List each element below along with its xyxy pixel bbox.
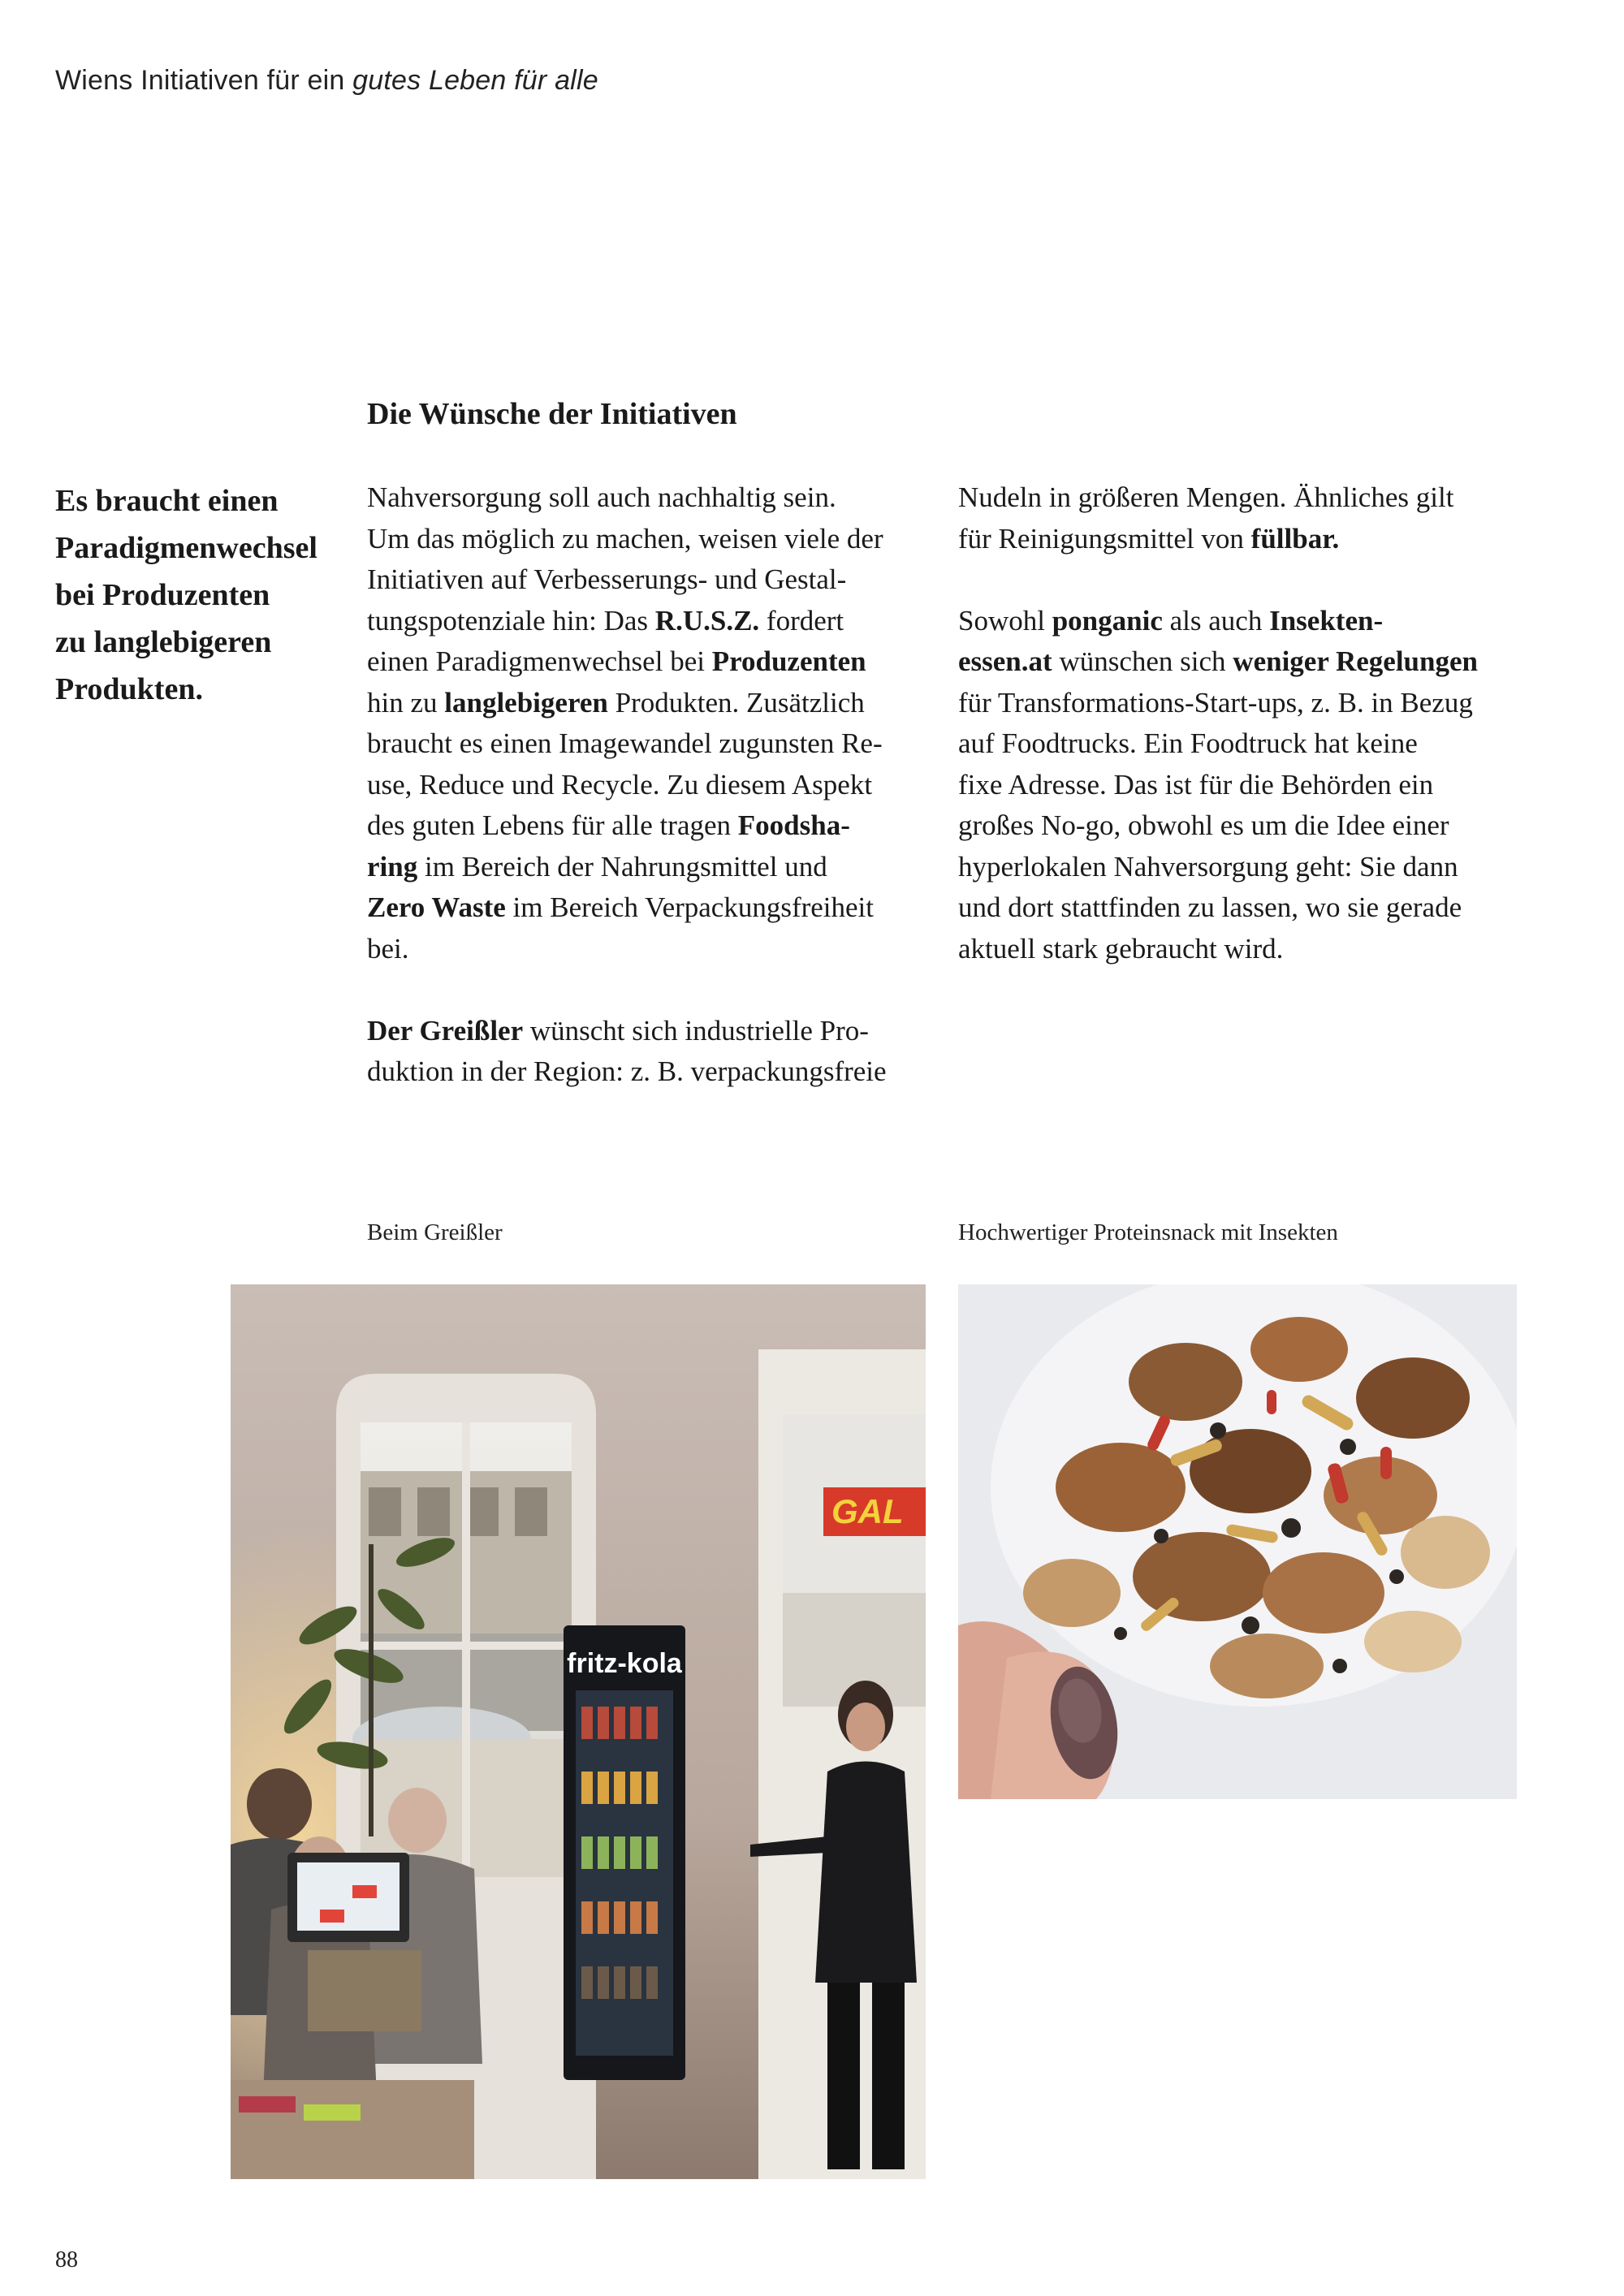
emphasis: langlebigeren: [444, 686, 608, 719]
pull-quote-line: Paradigmenwechsel: [55, 531, 317, 565]
emphasis: ring: [367, 850, 418, 883]
body-text-line: für Reinigungsmittel von füllbar.: [958, 522, 1340, 555]
body-text-line: Initiativen auf Verbesserungs- und Gestal-: [367, 563, 847, 595]
emphasis: essen.at: [958, 645, 1052, 677]
body-text-line: großes No-go, obwohl es um die Idee einer: [958, 809, 1449, 841]
paragraph-gap: [958, 559, 1527, 601]
pull-quote-line: zu langlebigeren: [55, 625, 272, 659]
emphasis: Foodsha-: [737, 809, 850, 841]
pull-quote: [55, 477, 348, 713]
body-text-line: und dort stattfinden zu lassen, wo sie gerade: [958, 891, 1462, 923]
body-text-line: fixe Adresse. Das ist für die Behörden ein: [958, 768, 1434, 801]
running-head: [55, 65, 598, 97]
page-number: 88: [55, 2247, 78, 2272]
body-text-line: use, Reduce und Recycle. Zu diesem Aspekt: [367, 768, 873, 801]
emphasis: ponganic: [1052, 604, 1163, 637]
running-head-regular: Wiens Initiativen für ein: [55, 65, 353, 96]
body-text-line: hyperlokalen Nahversorgung geht: Sie dann: [958, 850, 1458, 883]
body-text-line: Nahversorgung soll auch nachhaltig sein.: [367, 481, 836, 513]
pull-quote-line: Produkten.: [55, 672, 203, 706]
body-text-line: hin zu langlebigeren Produkten. Zusätzlich: [367, 686, 865, 719]
emphasis: Produzenten: [711, 645, 866, 677]
body-text-line: bei.: [367, 932, 409, 965]
paragraph-gap: [367, 969, 935, 1011]
body-text-line: Sowohl ponganic als auch Insekten-: [958, 604, 1384, 637]
emphasis: R.U.S.Z.: [654, 604, 760, 637]
fridge-brand-text: fritz-kola: [567, 1648, 682, 1679]
emphasis: Der Greißler: [367, 1014, 524, 1047]
photo-caption-greissler: Beim Greißler: [367, 1219, 503, 1245]
body-text-line: tungspotenziale hin: Das R.U.S.Z. fordert: [367, 604, 844, 637]
body-text-line: einen Paradigmenwechsel bei Produzenten: [367, 645, 866, 677]
body-text-line: auf Foodtrucks. Ein Foodtruck hat keine: [958, 727, 1418, 759]
photo-insect-protein-snack: [958, 1284, 1517, 1799]
emphasis: Zero Waste: [367, 891, 506, 923]
emphasis: Insekten-: [1269, 604, 1384, 637]
pull-quote-line: Es braucht einen: [55, 484, 279, 518]
body-text-line: aktuell stark gebraucht wird.: [958, 932, 1284, 965]
pull-quote-line: bei Produzenten: [55, 578, 270, 612]
body-column-right: [958, 477, 1527, 969]
body-text-line: essen.at wünschen sich weniger Regelungen: [958, 645, 1478, 677]
body-text-line: Um das möglich zu machen, weisen viele der: [367, 522, 883, 555]
photo-greissler-shop: [231, 1284, 926, 2179]
emphasis: füllbar.: [1250, 522, 1340, 555]
body-column-left: [367, 477, 935, 1093]
body-text-line: duktion in der Region: z. B. verpackungsfreie: [367, 1055, 887, 1087]
shop-sign-text: GAL: [831, 1492, 904, 1530]
photo-caption-protein-snack: Hochwertiger Proteinsnack mit Insekten: [958, 1219, 1338, 1245]
emphasis: weniger Regelungen: [1233, 645, 1478, 677]
body-text-line: Zero Waste im Bereich Verpackungsfreiheit: [367, 891, 875, 923]
body-text-line: braucht es einen Imagewandel zugunsten Re-: [367, 727, 883, 759]
running-head-italic: gutes Leben für alle: [352, 65, 598, 96]
body-text-line: Nudeln in größeren Mengen. Ähnliches gilt: [958, 481, 1454, 513]
body-text-line: des guten Lebens für alle tragen Foodsha-: [367, 809, 850, 841]
body-text-line: ring im Bereich der Nahrungsmittel und: [367, 850, 827, 883]
body-text-line: für Transformations-Start-ups, z. B. in Bezug: [958, 686, 1473, 719]
body-text-line: Der Greißler wünscht sich industrielle Pro-: [367, 1014, 869, 1047]
section-title: Die Wünsche der Initiativen: [367, 397, 737, 431]
